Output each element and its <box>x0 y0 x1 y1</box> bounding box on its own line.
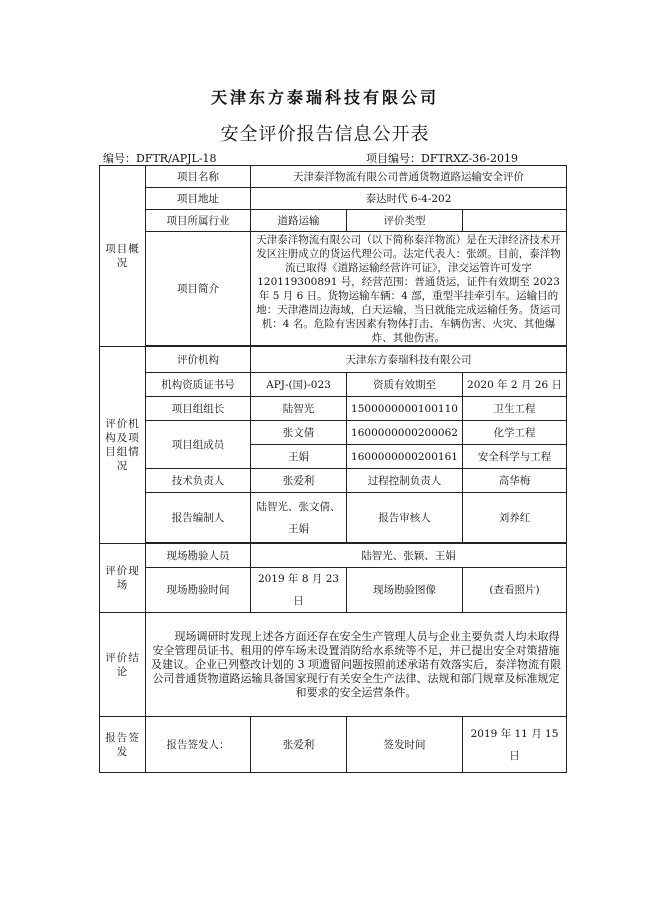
section-overview: 项目概况 <box>100 166 146 347</box>
member-name: 王娟 <box>251 445 347 469</box>
member-id: 1600000000200062 <box>347 421 463 445</box>
signer-label: 报告签发人： <box>146 717 251 773</box>
section-sign: 报告签发 <box>100 717 146 773</box>
section-conclusion: 评价结论 <box>100 613 146 717</box>
process-lead-value: 高华梅 <box>463 469 567 493</box>
site-image-label: 现场勘验图像 <box>347 568 463 613</box>
conclusion-text: 现场调研时发现上述各方面还存在安全生产管理人员与企业主要负责人均未取得安全管理员证书、租用的停车场未设置消防给水系统等不足，并已提出安全对策措施及建议。企业已列整改计划的 3 项遗留问题按照前述承诺有效落实后，泰洋物流有限公司普通货物道路运输具备国家现行有关安全生产法律、法规和部门规章及标准规定和要求的安全运营条件。 <box>146 613 567 717</box>
project-address-label: 项目地址 <box>146 188 251 210</box>
site-image-link[interactable]: (查看照片) <box>463 568 567 613</box>
writer-value: 陆智光、张文倩、王娟 <box>251 493 347 543</box>
validity-label: 资质有效期至 <box>347 373 463 397</box>
section-site: 评价现场 <box>100 544 146 613</box>
project-intro-text: 天津泰洋物流有限公司（以下简称泰洋物流）是在天津经济技术开发区注册成立的货运代理公司。法定代表人：张颂。目前，泰洋物流已取得《道路运输经营许可证》，津交运管许可发字 120119300891 号，经营范围：普通货运，证件有效期至 2023 年 5 月 6 日。货物运输车辆：4 部，重型半挂牵引车。运输目的地：天津港周边海域，白天运输，当日就能完成运输任务。货运司机：4 名。危险有害因素有物体打击、车辆伤害、火灾、其他爆炸、其他伤害。 <box>251 232 567 346</box>
leader-label: 项目组组长 <box>146 397 251 421</box>
project-intro-label: 项目简介 <box>146 232 251 346</box>
project-address-value: 泰达时代 6-4-202 <box>251 188 567 210</box>
process-lead-label: 过程控制负责人 <box>347 469 463 493</box>
writer-label: 报告编制人 <box>146 493 251 543</box>
project-name-label: 项目名称 <box>146 166 251 188</box>
project-number: 项目编号：DFTRXZ-36-2019 <box>366 152 518 165</box>
agency-label: 评价机构 <box>146 347 251 373</box>
cert-value: APJ-(国)-023 <box>251 373 347 397</box>
project-name-value: 天津泰洋物流有限公司普通货物道路运输安全评价 <box>251 166 567 188</box>
member-field: 安全科学与工程 <box>463 445 567 469</box>
doc-number: 编号：DFTR/APJL-18 <box>103 152 217 165</box>
company-name: 天津东方泰瑞科技有限公司 <box>210 88 439 107</box>
sign-date-label: 签发时间 <box>347 717 463 773</box>
member-name: 张文倩 <box>251 421 347 445</box>
reviewer-value: 刘养红 <box>463 493 567 543</box>
member-id: 1600000000200161 <box>347 445 463 469</box>
validity-value: 2020 年 2 月 26 日 <box>463 373 567 397</box>
evaluation-type-label: 评价类型 <box>347 210 463 232</box>
industry-value: 道路运输 <box>251 210 347 232</box>
members-label: 项目组成员 <box>146 421 251 469</box>
site-time-label: 现场勘验时间 <box>146 568 251 613</box>
sign-date-value: 2019 年 11 月 15 日 <box>463 717 567 773</box>
tech-lead-label: 技术负责人 <box>146 469 251 493</box>
leader-field: 卫生工程 <box>463 397 567 421</box>
signer-value: 张爱利 <box>251 717 347 773</box>
page-title: 安全评价报告信息公开表 <box>220 124 430 145</box>
site-staff-value: 陆智光、张颖、王娟 <box>251 544 567 568</box>
site-staff-label: 现场勘验人员 <box>146 544 251 568</box>
reviewer-label: 报告审核人 <box>347 493 463 543</box>
info-table <box>99 165 567 773</box>
cert-label: 机构资质证书号 <box>146 373 251 397</box>
leader-id: 1500000000100110 <box>347 397 463 421</box>
tech-lead-value: 张爱利 <box>251 469 347 493</box>
member-field: 化学工程 <box>463 421 567 445</box>
site-time-value: 2019 年 8 月 23 日 <box>251 568 347 613</box>
evaluation-type-value <box>463 210 567 232</box>
industry-label: 项目所属行业 <box>146 210 251 232</box>
agency-value: 天津东方泰瑞科技有限公司 <box>251 347 567 373</box>
leader-name: 陆智光 <box>251 397 347 421</box>
section-org: 评价机构及项目组情况 <box>100 347 146 544</box>
